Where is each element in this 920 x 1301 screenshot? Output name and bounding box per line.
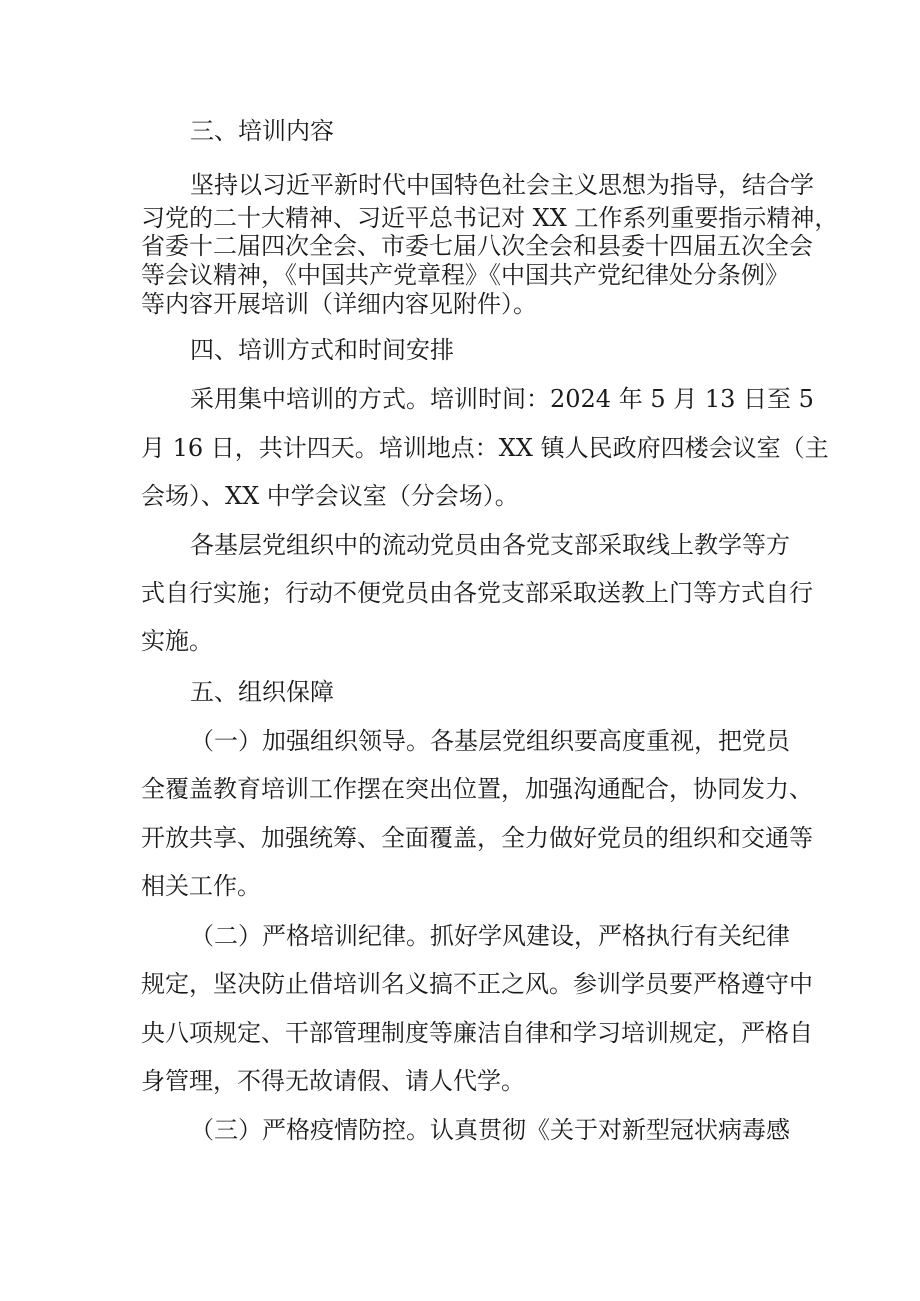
paragraph-line: （三）严格疫情防控。认真贯彻《关于对新型冠状病毒感 bbox=[190, 1116, 790, 1144]
paragraph-line: 相关工作。 bbox=[141, 872, 261, 900]
section-heading-training-method-schedule: 四、培训方式和时间安排 bbox=[190, 336, 454, 364]
paragraph-line: 习党的二十大精神、习近平总书记对 XX 工作系列重要指示精神， bbox=[141, 204, 839, 232]
paragraph-line: 全覆盖教育培训工作摆在突出位置，加强沟通配合，协同发力、 bbox=[141, 775, 813, 803]
paragraph-line: 央八项规定、干部管理制度等廉洁自律和学习培训规定，严格自 bbox=[141, 1019, 813, 1047]
paragraph-line: 开放共享、加强统筹、全面覆盖，全力做好党员的组织和交通等 bbox=[141, 824, 813, 852]
paragraph-line: 采用集中培训的方式。培训时间：2024 年 5 月 13 日至 5 bbox=[190, 385, 814, 413]
paragraph-line: 式自行实施；行动不便党员由各党支部采取送教上门等方式自行 bbox=[141, 579, 813, 607]
paragraph-line: （二）严格培训纪律。抓好学风建设，严格执行有关纪律 bbox=[190, 922, 790, 950]
paragraph-line: 等内容开展培训（详细内容见附件）。 bbox=[141, 290, 537, 318]
paragraph-line: 省委十二届四次全会、市委七届八次全会和县委十四届五次全会 bbox=[141, 232, 813, 260]
paragraph-line: （一）加强组织领导。各基层党组织要高度重视，把党员 bbox=[190, 727, 790, 755]
paragraph-line: 坚持以习近平新时代中国特色社会主义思想为指导，结合学 bbox=[190, 171, 814, 199]
paragraph-line: 实施。 bbox=[141, 627, 213, 655]
section-heading-training-content: 三、培训内容 bbox=[190, 117, 334, 145]
paragraph-line: 会场）、XX 中学会议室（分会场）。 bbox=[141, 482, 519, 510]
paragraph-line: 身管理，不得无故请假、请人代学。 bbox=[141, 1067, 525, 1095]
section-heading-organizational-guarantee: 五、组织保障 bbox=[190, 678, 334, 706]
paragraph-line: 月 16 日，共计四天。培训地点：XX 镇人民政府四楼会议室（主 bbox=[141, 434, 829, 462]
paragraph-line: 规定，坚决防止借培训名义搞不正之风。参训学员要严格遵守中 bbox=[141, 970, 813, 998]
paragraph-line: 等会议精神，《中国共产党章程》《中国共产党纪律处分条例》 bbox=[141, 261, 789, 289]
paragraph-line: 各基层党组织中的流动党员由各党支部采取线上教学等方 bbox=[190, 531, 790, 559]
